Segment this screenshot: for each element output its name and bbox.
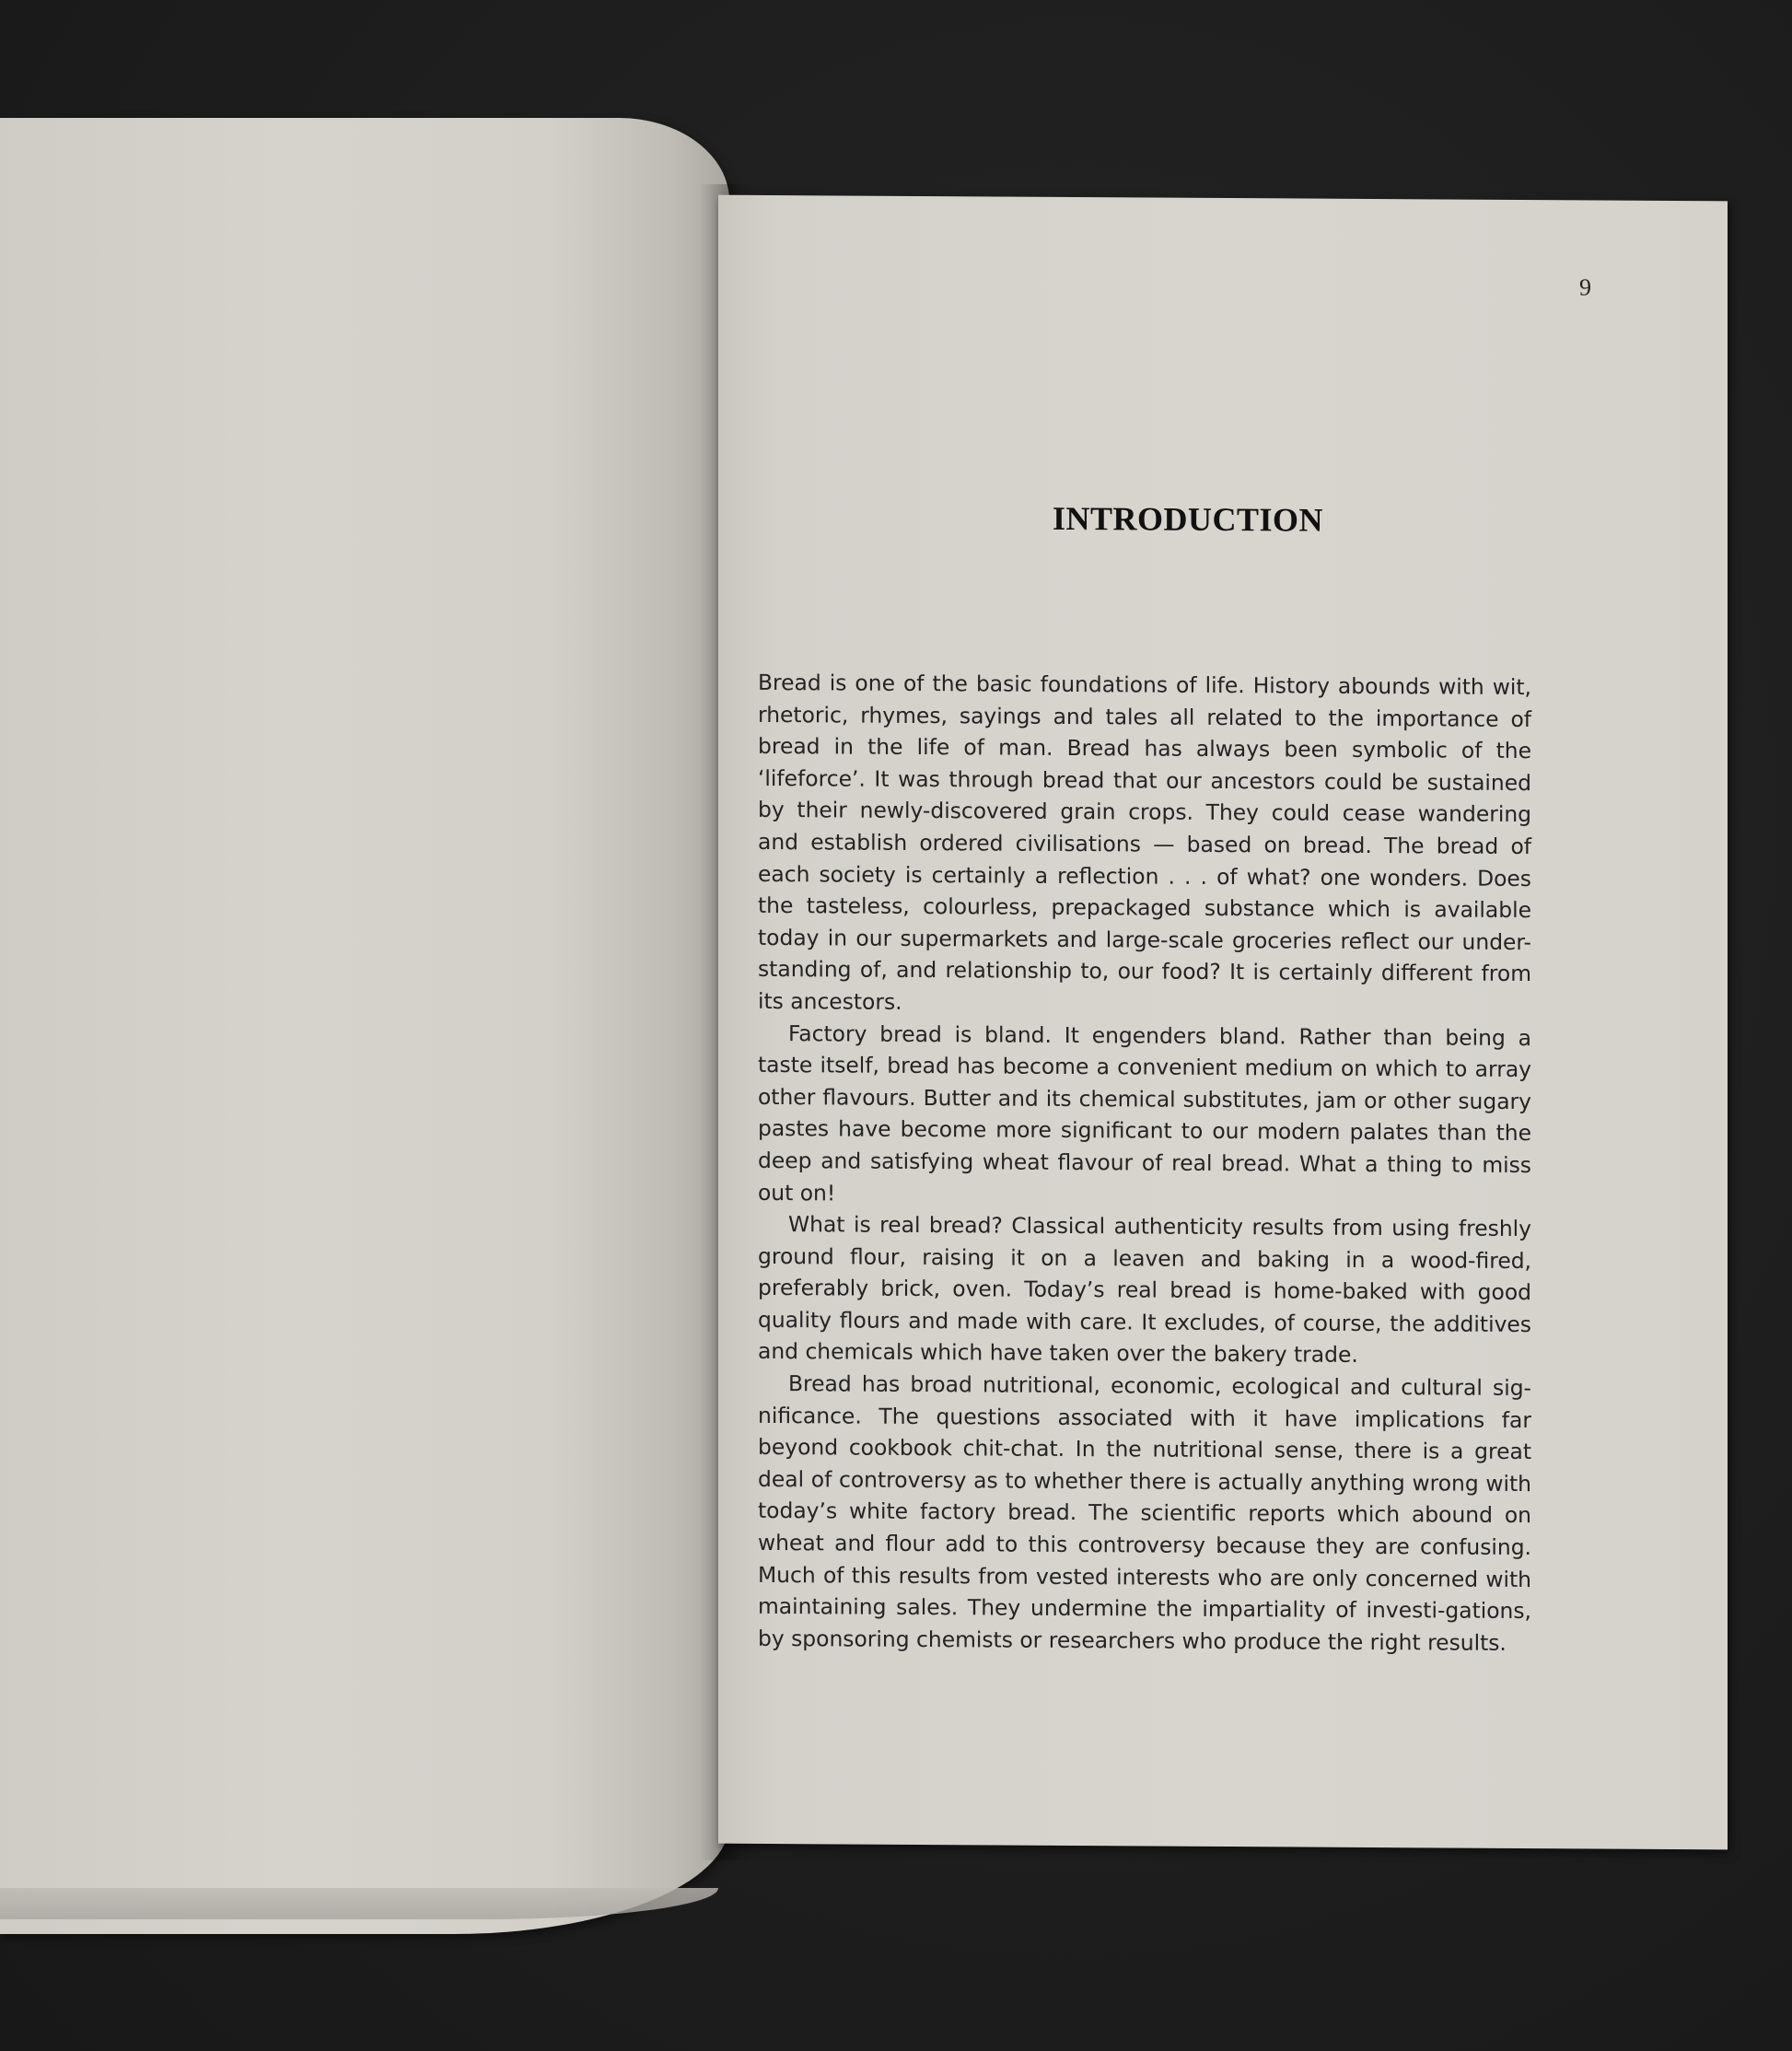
paragraph-2: Factory bread is bland. It engenders bland. Rather than being a taste itself, bread has become a convenient medium on which to array other flavours. Butter and its chemical substitutes, jam or other sugary pastes have become more significant to our modern palates than the deep and satisfying wheat flavour of real bread. What a thing to miss out on! (758, 1020, 1531, 1206)
paragraph-3: What is real bread? Classical authenticity results from using freshly ground flour, raising it on a leaven and baking in a wood-fired, preferably brick, oven. Today’s real bread is home-baked with good quality flours and made with care. It excludes, of course, the additives and chemicals which have taken over the bakery trade. (758, 1211, 1531, 1369)
paragraph-4: Bread has broad nutritional, economic, ecological and cultural sig-nificance. The questions associated with it have implications far beyond cookbook chit-chat. In the nutritional sense, there is a great deal of controversy as to whether there is actually anything wrong with today’s white factory bread. The scientific reports which abound on wheat and flour add to this controversy because they are confusing. Much of this results from vested interests who are only concerned with maintaining sales. They undermine the impartiality of investi-gations, by sponsoring chemists or researchers who produce the right results. (758, 1370, 1531, 1656)
paragraph-1: Bread is one of the basic foundations of life. History abounds with wit, rhetoric, rhymes, sayings and tales all related to the importance of bread in the life of man. Bread has always been symbolic of the ‘lifeforce’. It was through bread that our ancestors could be sustained by their newly-discovered grain crops. They could cease wandering and establish ordered civilisations — based on bread. The bread of each society is certainly a reflection . . . of what? one wonders. Does the tasteless, colourless, prepackaged substance which is available today in our supermarkets and large-scale groceries reflect our under-standing of, and relationship to, our food? It is certainly different from its ancestors. (758, 669, 1531, 1015)
chapter-title: INTRODUCTION (1052, 499, 1324, 539)
left-page-blank (0, 118, 729, 1934)
left-page-edge (0, 1888, 718, 1919)
right-page (718, 195, 1728, 1850)
page-number: 9 (1579, 274, 1591, 301)
body-text (758, 667, 1531, 1660)
